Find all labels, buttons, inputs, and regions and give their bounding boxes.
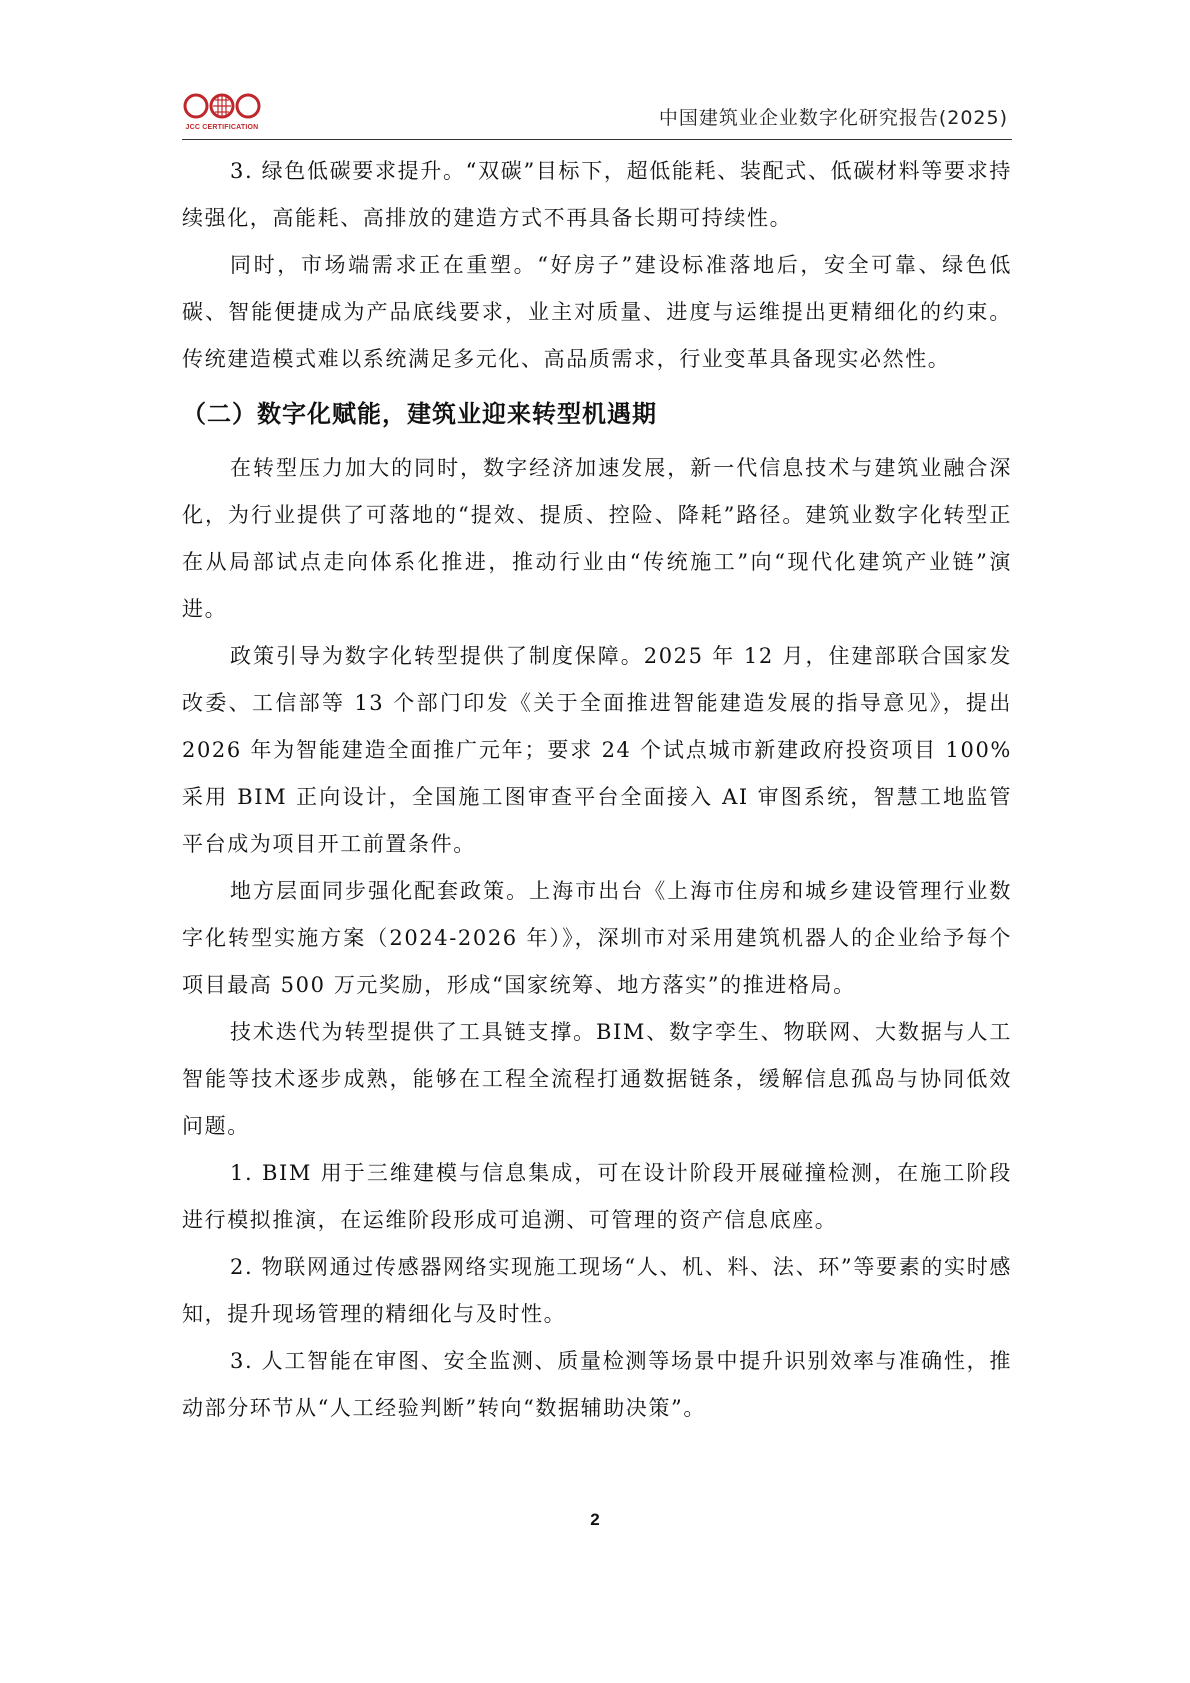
section-heading: （二）数字化赋能，建筑业迎来转型机遇期 — [182, 400, 657, 428]
paragraph: 在转型压力加大的同时，数字经济加速发展，新一代信息技术与建筑业融合深化，为行业提供了可落地的“提效、提质、控险、降耗”路径。建筑业数字化转型正在从局部试点走向体系化推进，推动行业由“传统施工”向“现代化建筑产业链”演进。 — [182, 456, 1012, 621]
paragraph: 同时，市场端需求正在重塑。“好房子”建设标准落地后，安全可靠、绿色低碳、智能便捷成为产品底线要求，业主对质量、进度与运维提出更精细化的约束。传统建造模式难以系统满足多元化、高品质需求，行业变革具备现实必然性。 — [182, 253, 1012, 371]
header-divider — [182, 139, 1012, 140]
paragraph: 地方层面同步强化配套政策。上海市出台《上海市住房和城乡建设管理行业数字化转型实施方案（2024-2026 年）》，深圳市对采用建筑机器人的企业给予每个项目最高 500 万元奖励，形成“国家统筹、地方落实”的推进格局。 — [182, 879, 1012, 997]
logo-rings-icon — [182, 92, 262, 122]
list-item: 1. BIM 用于三维建模与信息集成，可在设计阶段开展碰撞检测，在施工阶段进行模拟推演，在运维阶段形成可追溯、可管理的资产信息底座。 — [182, 1161, 1012, 1232]
logo-text: JCC CERTIFICATION — [185, 124, 259, 131]
paragraph: 技术迭代为转型提供了工具链支撑。BIM、数字孪生、物联网、大数据与人工智能等技术逐步成熟，能够在工程全流程打通数据链条，缓解信息孤岛与协同低效问题。 — [182, 1020, 1012, 1138]
list-item: 2. 物联网通过传感器网络实现施工现场“人、机、料、法、环”等要素的实时感知，提升现场管理的精细化与及时性。 — [182, 1255, 1012, 1326]
list-item: 3. 人工智能在审图、安全监测、质量检测等场景中提升识别效率与准确性，推动部分环节从“人工经验判断”转向“数据辅助决策”。 — [182, 1349, 1012, 1420]
jcc-logo — [182, 92, 262, 138]
page-number: 2 — [590, 1510, 600, 1529]
page-body — [182, 148, 1012, 1432]
paragraph: 3. 绿色低碳要求提升。“双碳”目标下，超低能耗、装配式、低碳材料等要求持续强化，高能耗、高排放的建造方式不再具备长期可持续性。 — [182, 159, 1012, 230]
paragraph: 政策引导为数字化转型提供了制度保障。2025 年 12 月，住建部联合国家发改委、工信部等 13 个部门印发《关于全面推进智能建造发展的指导意见》，提出 2026 年为智能建造全面推广元年；要求 24 个试点城市新建政府投资项目 100% 采用 BIM 正向设计，全国施工图审查平台全面接入 AI 审图系统，智慧工地监管平台成为项目开工前置条件。 — [182, 644, 1012, 856]
report-title: 中国建筑业企业数字化研究报告(2025) — [658, 107, 1008, 129]
